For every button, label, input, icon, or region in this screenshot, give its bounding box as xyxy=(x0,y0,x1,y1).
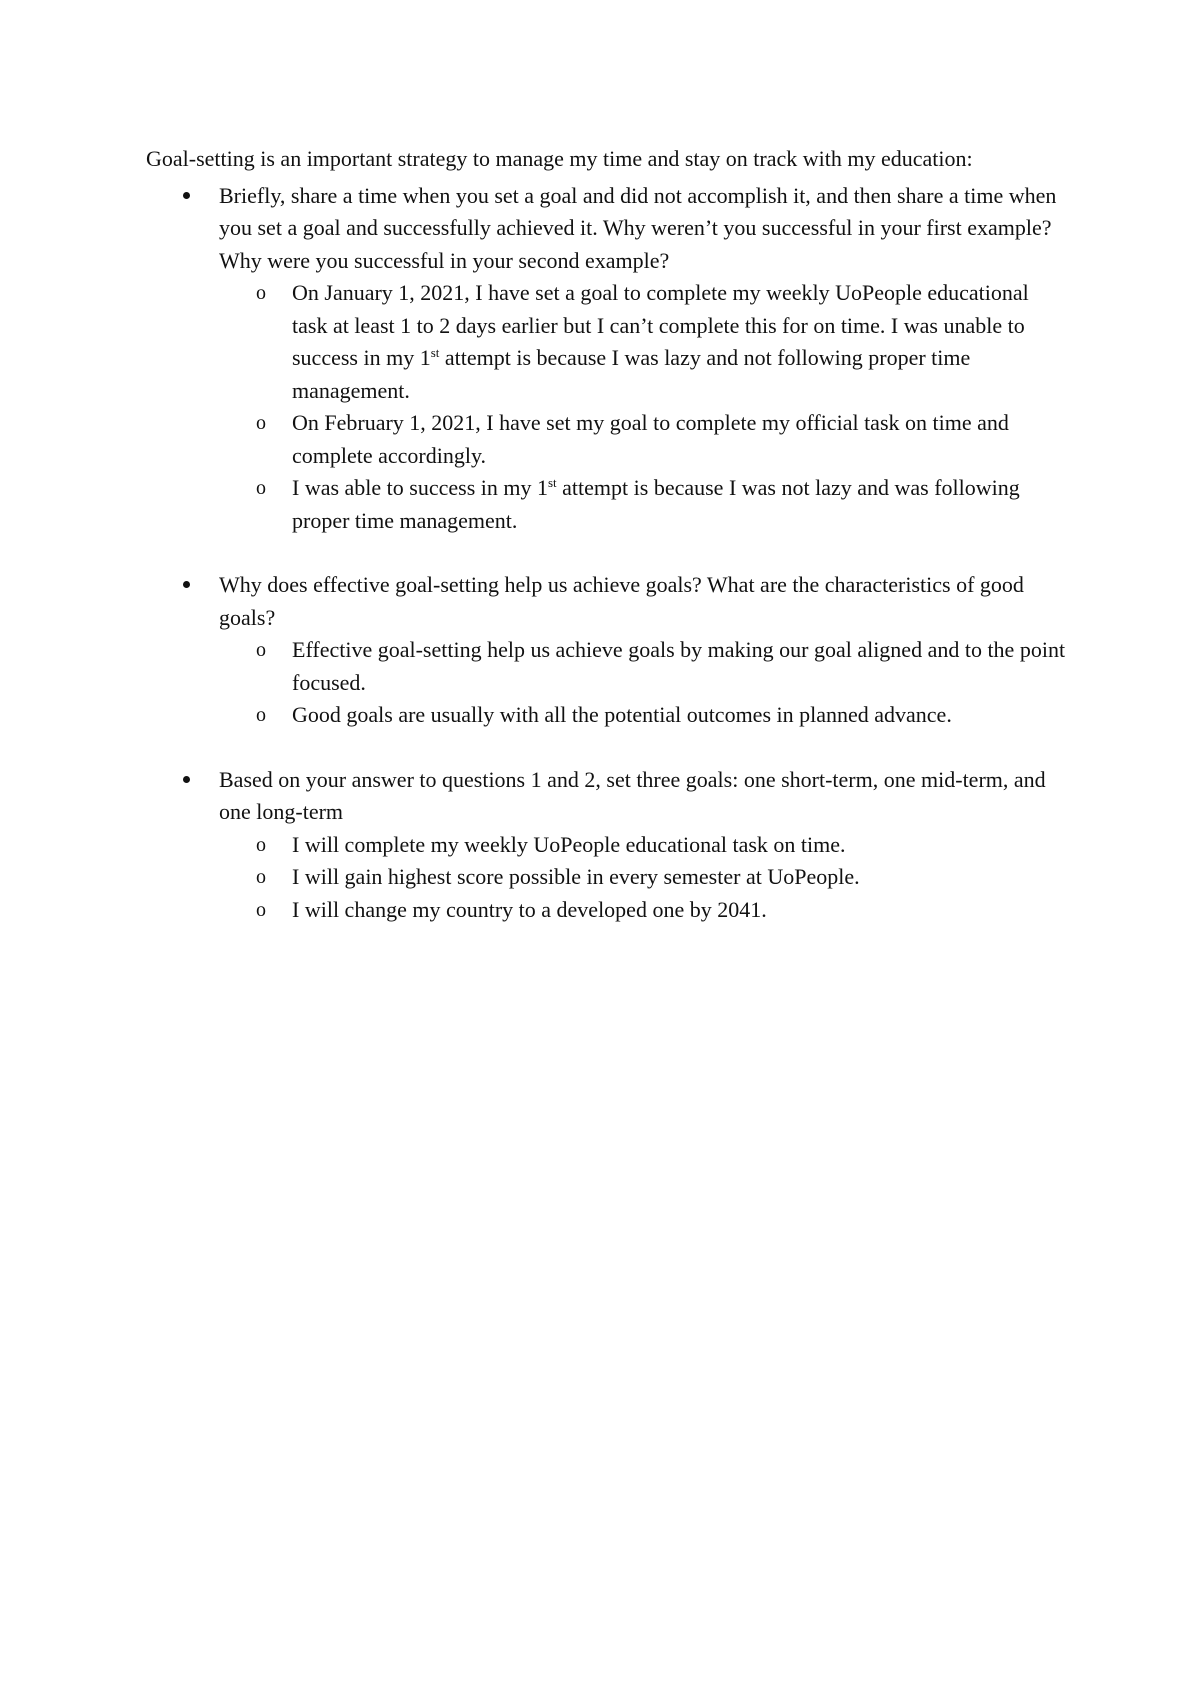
sub-bullet-icon: o xyxy=(256,704,266,726)
document-body xyxy=(146,143,1066,926)
answer-list xyxy=(219,634,1066,732)
answer-text: I will gain highest score possible in every semester at UoPeople. xyxy=(292,864,860,889)
answer-item xyxy=(219,829,1066,862)
answer-text: I was able to success in my 1st attempt is because I was not lazy and was following proper time management. xyxy=(292,475,1020,533)
question-text: Briefly, share a time when you set a goal and did not accomplish it, and then share a time when you set a goal and successfully achieved it. Why weren’t you successful in your first example? Why were you successful in your second example? xyxy=(219,182,1057,273)
answer-item xyxy=(219,861,1066,894)
answer-item xyxy=(219,472,1066,537)
superscript: st xyxy=(548,475,557,490)
answer-text: Good goals are usually with all the potential outcomes in planned advance. xyxy=(292,702,952,727)
question-item xyxy=(146,180,1066,538)
question-list xyxy=(146,180,1066,927)
superscript: st xyxy=(430,345,440,360)
bullet-icon xyxy=(183,776,190,783)
answer-text: On February 1, 2021, I have set my goal to complete my official task on time and complete accordingly. xyxy=(292,410,1009,468)
answer-list xyxy=(219,277,1066,537)
question-item xyxy=(146,764,1066,927)
answer-text: I will complete my weekly UoPeople educational task on time. xyxy=(292,831,846,857)
answer-item xyxy=(219,634,1066,699)
question-text: Why does effective goal-setting help us achieve goals? What are the characteristics of good goals? xyxy=(219,572,1024,630)
answer-item xyxy=(219,407,1066,472)
question-text: Based on your answer to questions 1 and 2, set three goals: one short-term, one mid-term, and one long-term xyxy=(219,766,1046,824)
sub-bullet-icon: o xyxy=(256,477,266,499)
answer-text: On January 1, 2021, I have set a goal to complete my weekly UoPeople educational task at least 1 to 2 days earlier but I can’t complete this for on time. I was unable to success in my 1st attempt is because I was lazy and not following proper time management. xyxy=(292,280,1029,403)
sub-bullet-icon: o xyxy=(256,866,266,888)
answer-list xyxy=(219,829,1066,927)
sub-bullet-icon: o xyxy=(256,833,266,856)
bullet-icon xyxy=(183,192,190,199)
bullet-icon xyxy=(183,581,190,588)
sub-bullet-icon: o xyxy=(256,412,266,434)
sub-bullet-icon: o xyxy=(256,639,266,661)
answer-item xyxy=(219,277,1066,407)
sub-bullet-icon: o xyxy=(256,898,266,921)
answer-text: I will change my country to a developed one by 2041. xyxy=(292,896,767,922)
answer-text: Effective goal-setting help us achieve goals by making our goal aligned and to the point focused. xyxy=(292,637,1066,695)
question-item xyxy=(146,569,1066,732)
sub-bullet-icon: o xyxy=(256,282,266,304)
answer-item xyxy=(219,699,1066,732)
intro-paragraph: Goal-setting is an important strategy to manage my time and stay on track with my education: xyxy=(146,146,973,171)
answer-item xyxy=(219,894,1066,927)
